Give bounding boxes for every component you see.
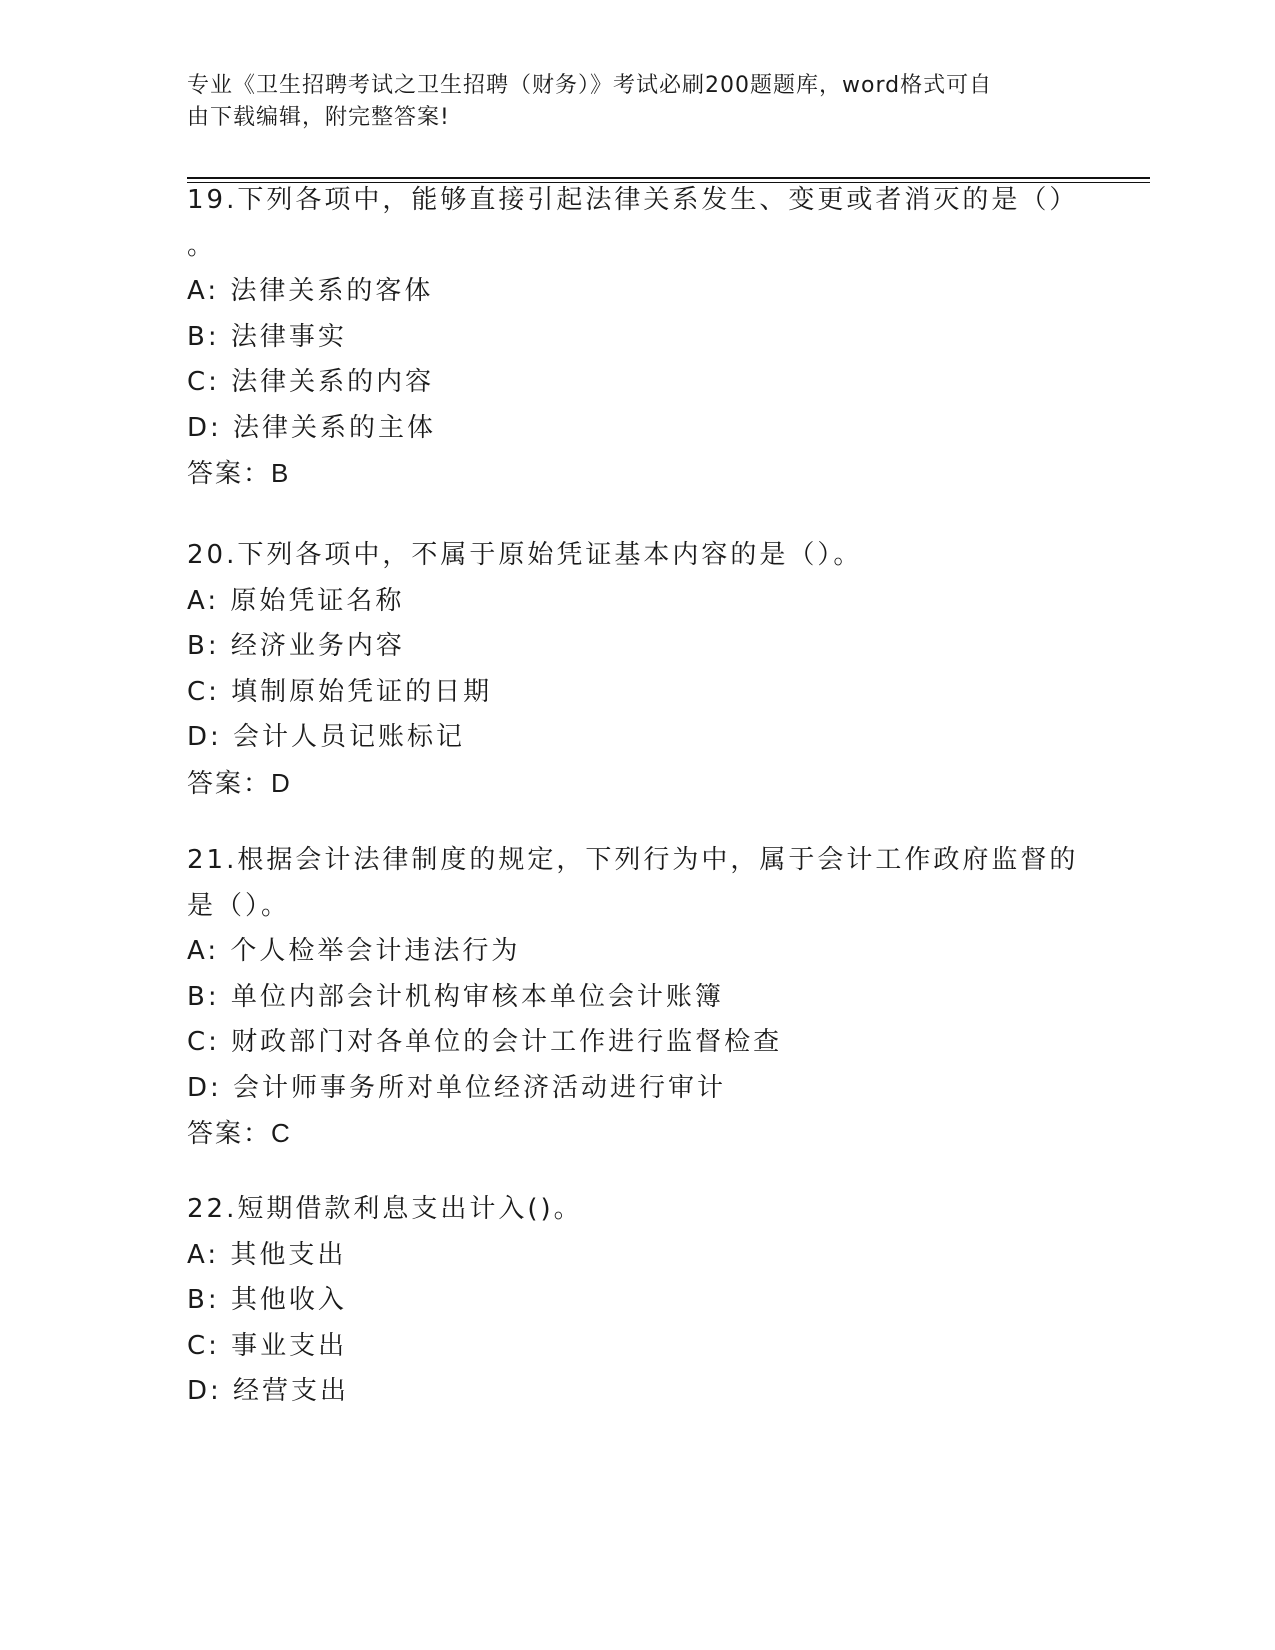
option-c: C: 事业支出 <box>187 1330 348 1361</box>
option-b: B: 法律事实 <box>187 321 347 352</box>
answer-line: 答案：D <box>187 767 292 798</box>
option-a: A: 个人检举会计违法行为 <box>187 936 521 966</box>
option-b: B: 经济业务内容 <box>187 631 405 661</box>
option-a: A: 其他支出 <box>187 1239 347 1270</box>
answer-line: 答案：B <box>187 458 291 488</box>
header-line-1: 专业《卫生招聘考试之卫生招聘（财务）》考试必刷200题题库，word格式可自 <box>187 73 993 98</box>
question-stem: 19.下列各项中，能够直接引起法律关系发生、变更或者消灭的是（） <box>187 185 1079 215</box>
option-b: B: 其他收入 <box>187 1285 347 1315</box>
option-c: C: 填制原始凭证的日期 <box>187 676 493 707</box>
option-d: D: 经营支出 <box>187 1376 350 1406</box>
question-19 <box>187 178 1087 497</box>
question-stem-continued: 是（）。 <box>187 890 291 921</box>
question-stem-continued: 。 <box>187 230 217 261</box>
option-a: A: 法律关系的客体 <box>187 276 434 306</box>
option-b: B: 单位内部会计机构审核本单位会计账簿 <box>187 981 724 1012</box>
question-20 <box>187 533 1087 806</box>
option-a: A: 原始凭证名称 <box>187 585 405 616</box>
question-stem: 20.下列各项中，不属于原始凭证基本内容的是（）。 <box>187 540 863 570</box>
question-22 <box>187 1187 1087 1415</box>
question-21 <box>187 838 1087 1157</box>
option-c: C: 财政部门对各单位的会计工作进行监督检查 <box>187 1027 783 1057</box>
option-c: C: 法律关系的内容 <box>187 367 435 397</box>
option-d: D: 会计人员记账标记 <box>187 722 466 752</box>
question-stem: 22.短期借款利息支出计入()。 <box>187 1194 583 1224</box>
option-d: D: 法律关系的主体 <box>187 412 437 443</box>
header-line-2: 由下载编辑，附完整答案! <box>187 105 450 130</box>
document-header <box>187 70 1067 134</box>
option-d: D: 会计师事务所对单位经济活动进行审计 <box>187 1072 727 1103</box>
answer-line: 答案：C <box>187 1118 292 1148</box>
question-stem: 21.根据会计法律制度的规定，下列行为中，属于会计工作政府监督的 <box>187 845 1079 875</box>
